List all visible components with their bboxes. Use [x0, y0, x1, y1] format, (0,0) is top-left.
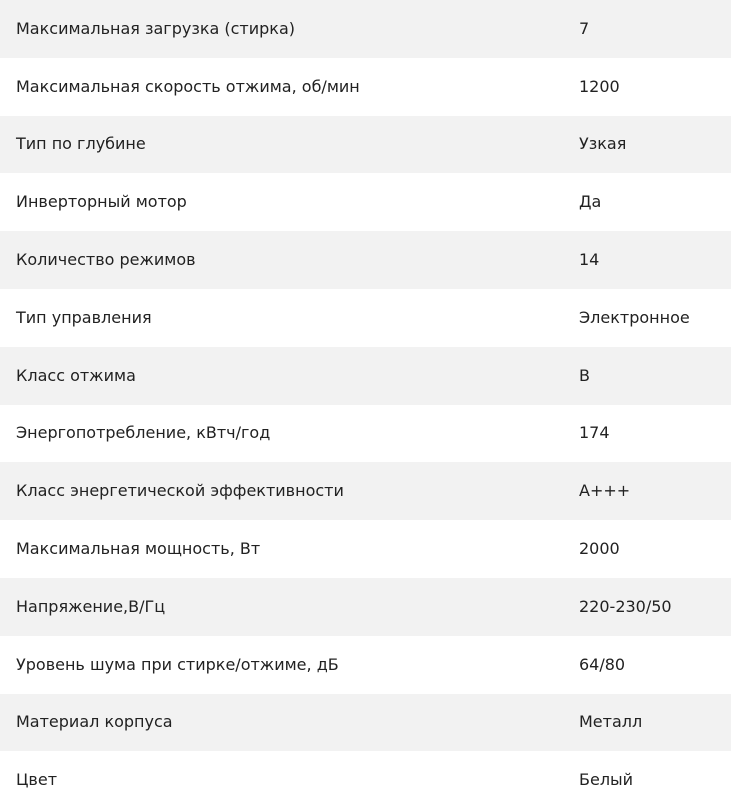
- spec-value: 2000: [579, 539, 620, 559]
- spec-label: Класс отжима: [16, 365, 136, 385]
- spec-row-energy-class: [0, 462, 731, 520]
- spec-row-max-power: [0, 520, 731, 578]
- spec-row-energy-consumption: [0, 405, 731, 463]
- spec-row-spin-speed: [0, 58, 731, 116]
- spec-row-body-material: [0, 694, 731, 752]
- spec-label: Максимальная скорость отжима, об/мин: [16, 76, 360, 96]
- spec-row-inverter-motor: [0, 173, 731, 231]
- spec-value: 7: [579, 18, 590, 38]
- spec-label: Инверторный мотор: [16, 192, 187, 212]
- spec-row-noise-level: [0, 636, 731, 694]
- spec-label: Количество режимов: [16, 250, 196, 270]
- spec-row-max-load: [0, 0, 731, 58]
- spec-value: Узкая: [579, 134, 627, 154]
- spec-value: Металл: [579, 712, 643, 732]
- spec-label: Цвет: [16, 770, 58, 790]
- spec-label: Тип управления: [16, 307, 152, 327]
- spec-label: Максимальная мощность, Вт: [16, 539, 261, 559]
- spec-row-spin-class: [0, 347, 731, 405]
- spec-value: 220-230/50: [579, 596, 672, 616]
- spec-row-depth-type: [0, 116, 731, 174]
- spec-value: Электронное: [579, 307, 690, 327]
- spec-label: Класс энергетической эффективности: [16, 481, 344, 501]
- spec-label: Напряжение,В/Гц: [16, 596, 166, 616]
- spec-value: 64/80: [579, 654, 626, 674]
- spec-value: 1200: [579, 76, 620, 96]
- spec-row-control-type: [0, 289, 731, 347]
- spec-label: Тип по глубине: [16, 134, 146, 154]
- spec-row-program-count: [0, 231, 731, 289]
- spec-value: Да: [579, 192, 602, 212]
- spec-value: B: [579, 365, 590, 385]
- spec-value: 14: [579, 250, 600, 270]
- spec-value: 174: [579, 423, 610, 443]
- spec-label: Материал корпуса: [16, 712, 173, 732]
- spec-row-voltage: [0, 578, 731, 636]
- spec-label: Максимальная загрузка (стирка): [16, 18, 296, 38]
- spec-label: Энергопотребление, кВтч/год: [16, 423, 271, 443]
- spec-value: Белый: [579, 770, 634, 790]
- spec-value: А+++: [579, 481, 631, 501]
- spec-row-color: [0, 751, 731, 809]
- spec-label: Уровень шума при стирке/отжиме, дБ: [16, 654, 339, 674]
